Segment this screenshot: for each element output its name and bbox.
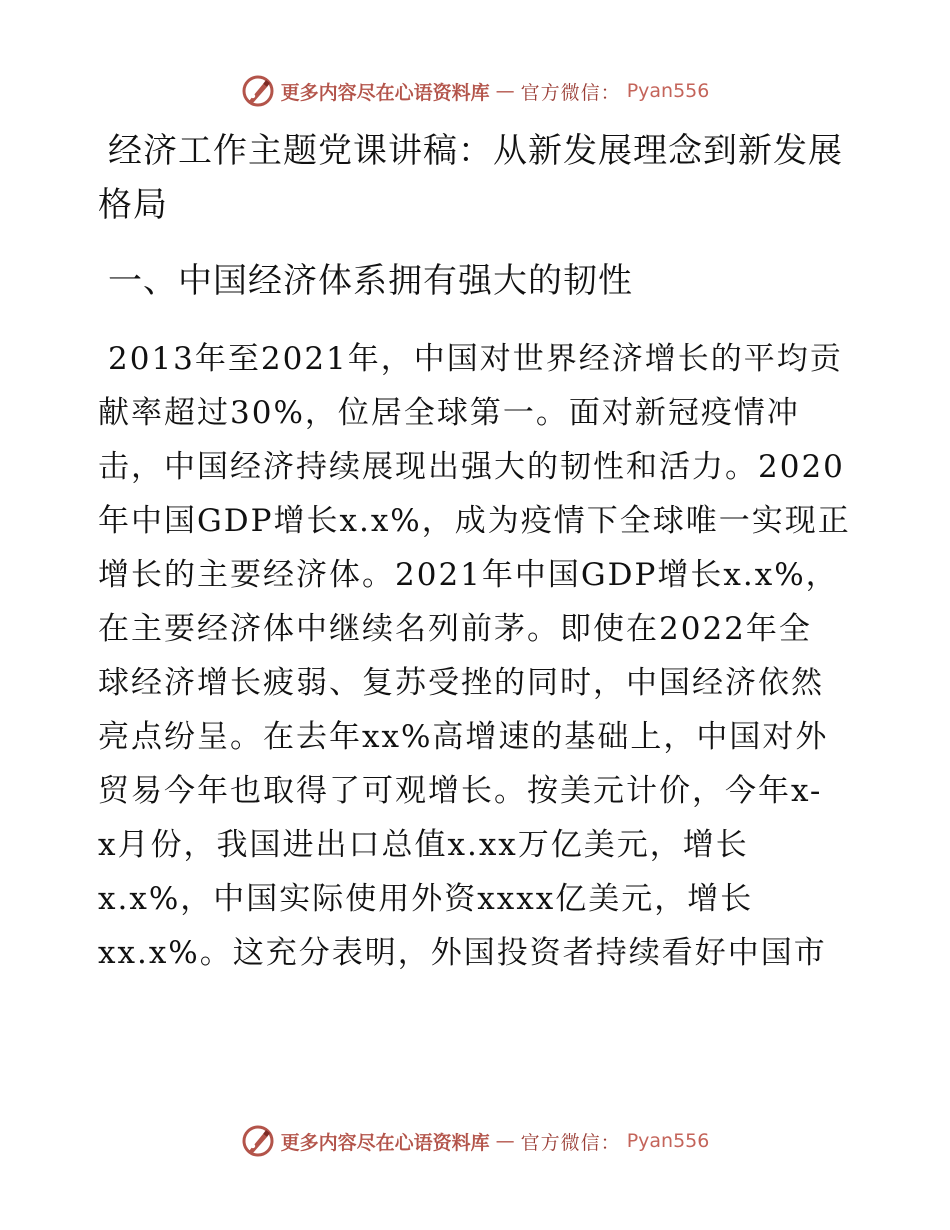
watermark-official: 官方微信：: [520, 81, 621, 104]
watermark-handle: Pyan556: [626, 80, 710, 102]
watermark-handle: Pyan556: [626, 1130, 710, 1152]
section-heading: 一、中国经济体系拥有强大的韧性: [108, 261, 633, 301]
paragraph-line: 年中国GDP增长x.x%，成为疫情下全球唯一实现正: [98, 503, 851, 539]
paragraph-line: x.x%，中国实际使用外资xxxx亿美元，增长: [98, 881, 754, 917]
watermark-separator: —: [495, 1130, 515, 1152]
paragraph-line: 在主要经济体中继续名列前茅。即使在2022年全: [98, 611, 812, 647]
paragraph-line: 2013年至2021年，中国对世界经济增长的平均贡: [108, 341, 843, 377]
pen-circle-logo-icon: [241, 74, 275, 108]
paragraph-line: x月份，我国进出口总值x.xx万亿美元，增长: [98, 827, 749, 863]
watermark-header: [0, 69, 950, 113]
paragraph-line: 球经济增长疲弱、复苏受挫的同时，中国经济依然: [98, 665, 824, 701]
paragraph-line: xx.x%。这充分表明，外国投资者持续看好中国市: [98, 935, 827, 971]
paragraph-line: 献率超过30%，位居全球第一。面对新冠疫情冲: [98, 395, 800, 431]
document-body: [98, 124, 858, 980]
watermark-official: 官方微信：: [520, 1131, 621, 1154]
body-paragraph: [98, 332, 858, 980]
paragraph-line: 贸易今年也取得了可观增长。按美元计价，今年x-: [98, 773, 823, 809]
title-line: 经济工作主题党课讲稿：从新发展理念到新发展: [108, 131, 843, 171]
watermark-brand: 更多内容尽在心语资料库: [280, 81, 490, 104]
watermark-separator: —: [495, 80, 515, 102]
watermark-footer: [0, 1119, 950, 1163]
document-title: [98, 124, 858, 232]
paragraph-line: 亮点纷呈。在去年xx%高增速的基础上，中国对外: [98, 719, 829, 755]
paragraph-line: 击，中国经济持续展现出强大的韧性和活力。2020: [98, 449, 845, 485]
pen-circle-logo-icon: [241, 1124, 275, 1158]
paragraph-line: 增长的主要经济体。2021年中国GDP增长x.x%，: [98, 557, 839, 593]
watermark-brand: 更多内容尽在心语资料库: [280, 1131, 490, 1154]
title-line: 格局: [98, 185, 168, 225]
